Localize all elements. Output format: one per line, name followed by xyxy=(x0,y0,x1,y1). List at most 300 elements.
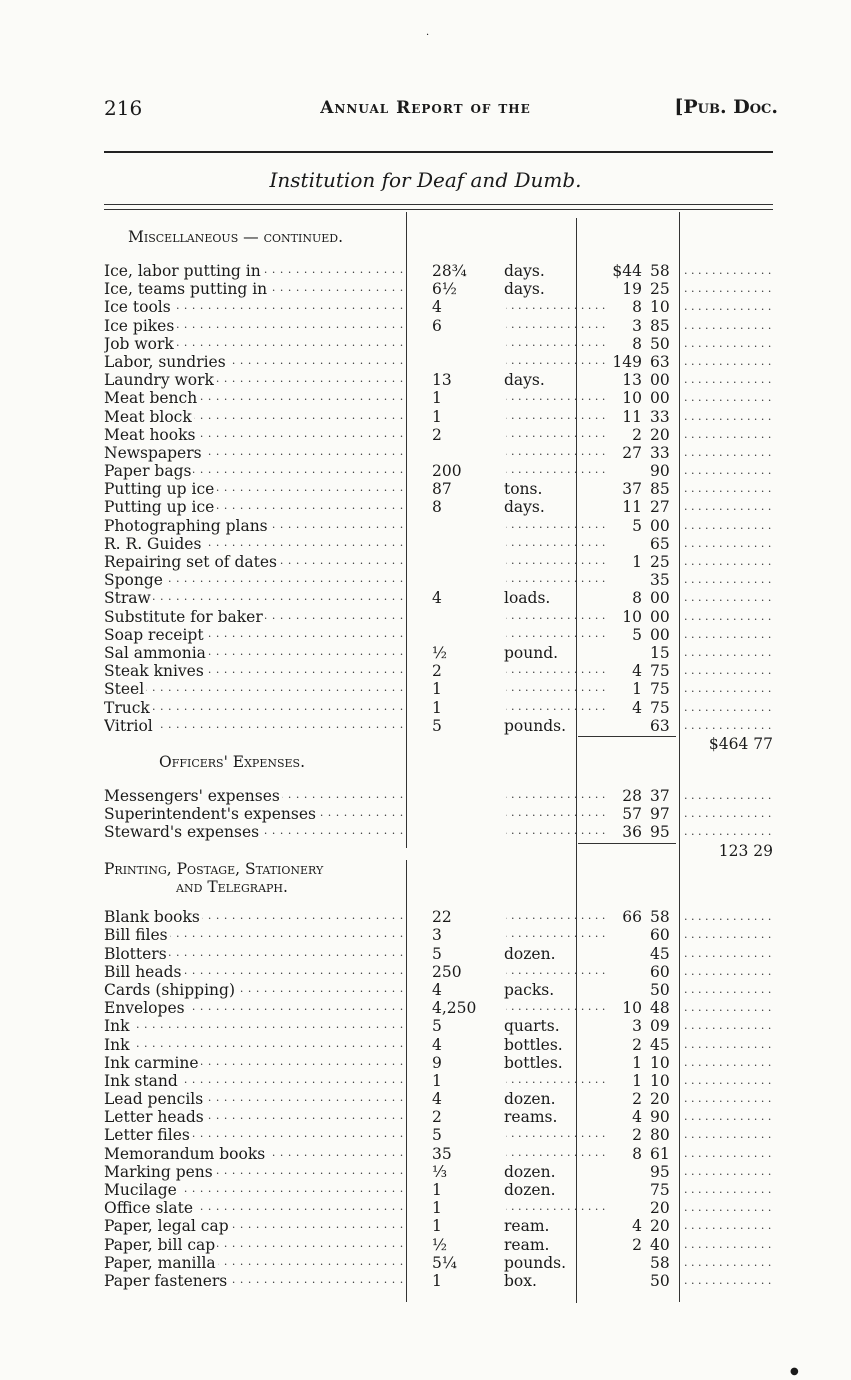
unit-label: pound. xyxy=(504,643,559,662)
total-leader xyxy=(684,462,773,480)
unit-cell xyxy=(504,823,574,841)
quantity-cell: 22 xyxy=(432,908,452,927)
table-row xyxy=(104,1036,773,1054)
item-label: Blank books xyxy=(104,908,200,927)
total-leader xyxy=(684,371,773,389)
unit-label xyxy=(504,626,506,644)
cents-cell: 61 xyxy=(650,1144,670,1163)
quantity-cell: 250 xyxy=(432,962,462,981)
item-label: Mucilage xyxy=(104,1181,177,1199)
officers-sum-rule xyxy=(578,843,676,844)
total-leader xyxy=(684,644,773,662)
table-row xyxy=(104,1217,773,1235)
unit-label xyxy=(504,608,506,626)
item-cell xyxy=(104,608,404,626)
item-label: Paper, legal cap xyxy=(104,1217,229,1236)
table-row xyxy=(104,1090,773,1108)
unit-label xyxy=(504,787,506,805)
quantity-cell: 8 xyxy=(432,498,442,517)
cents-cell: 20 xyxy=(650,425,670,444)
table-row xyxy=(104,963,773,981)
item-label: Meat hooks xyxy=(104,425,196,444)
table-row xyxy=(104,608,773,626)
total-leader xyxy=(684,1090,773,1108)
unit-cell xyxy=(504,1145,574,1163)
item-label: Steak knives xyxy=(104,662,204,681)
item-cell xyxy=(104,1199,404,1217)
table-row xyxy=(104,389,773,407)
section-heading-row xyxy=(104,228,773,250)
quantity-cell: 4 xyxy=(432,1090,442,1109)
unit-label: tons. xyxy=(504,480,543,499)
item-label: Straw xyxy=(104,589,151,608)
item-label: Vitriol xyxy=(104,716,153,735)
unit-cell xyxy=(504,717,574,735)
cents-cell: 50 xyxy=(650,334,670,353)
cents-cell: 00 xyxy=(650,516,670,535)
item-cell xyxy=(104,480,404,498)
total-leader xyxy=(684,480,773,498)
item-label: Letter files xyxy=(104,1126,190,1145)
quantity-cell: 6½ xyxy=(432,280,457,299)
table-row xyxy=(104,644,773,662)
unit-cell xyxy=(504,535,574,553)
cents-cell: 35 xyxy=(650,571,670,590)
unit-cell xyxy=(504,571,574,589)
table-row xyxy=(104,926,773,944)
total-leader xyxy=(684,787,773,805)
item-label: Memorandum books xyxy=(104,1144,266,1163)
total-leader xyxy=(684,389,773,407)
document-label: [Pub. Doc. xyxy=(674,96,778,118)
unit-cell xyxy=(504,280,574,298)
unit-cell xyxy=(504,626,574,644)
item-cell xyxy=(104,1017,404,1035)
cents-cell: 20 xyxy=(650,1217,670,1236)
quantity-cell: ⅓ xyxy=(432,1162,448,1181)
section-subtitle-printing: and Telegraph. xyxy=(176,878,288,896)
unit-label xyxy=(504,908,506,926)
item-label: Sponge xyxy=(104,571,163,590)
dollars-cell: 10 xyxy=(622,999,642,1018)
cents-cell: 75 xyxy=(650,1181,670,1199)
page-header xyxy=(0,96,851,126)
item-cell xyxy=(104,1272,404,1290)
unit-label: quarts. xyxy=(504,1017,560,1036)
item-label: Sal ammonia xyxy=(104,643,206,662)
item-cell xyxy=(104,1072,404,1090)
dollars-cell: 4 xyxy=(632,1217,642,1236)
unit-label xyxy=(504,535,506,553)
quantity-cell: 1 xyxy=(432,407,442,426)
item-cell xyxy=(104,1126,404,1144)
quantity-cell: 4 xyxy=(432,298,442,317)
unit-cell xyxy=(504,908,574,926)
table-row xyxy=(104,371,773,389)
total-leader xyxy=(684,317,773,335)
table-row xyxy=(104,571,773,589)
table-row xyxy=(104,1236,773,1254)
table-row xyxy=(104,717,773,735)
table-row xyxy=(104,1072,773,1090)
unit-cell xyxy=(504,1090,574,1108)
cents-cell: 58 xyxy=(650,262,670,280)
header-rule xyxy=(104,151,773,153)
table-row xyxy=(104,517,773,535)
cents-cell: 00 xyxy=(650,607,670,626)
unit-cell xyxy=(504,335,574,353)
table-row xyxy=(104,317,773,335)
item-cell xyxy=(104,1145,404,1163)
table-row xyxy=(104,553,773,571)
total-leader xyxy=(684,662,773,680)
item-label: Ice pikes xyxy=(104,316,175,335)
table-row xyxy=(104,787,773,805)
quantity-cell: 4,250 xyxy=(432,999,477,1018)
total-leader xyxy=(684,1181,773,1199)
item-label: Paper fasteners xyxy=(104,1271,228,1290)
table-row xyxy=(104,908,773,926)
total-leader xyxy=(684,353,773,371)
item-label: Letter heads xyxy=(104,1108,204,1127)
table-row xyxy=(104,805,773,823)
total-leader xyxy=(684,626,773,644)
cents-cell: 90 xyxy=(650,462,670,481)
expense-table xyxy=(104,228,773,1290)
total-leader xyxy=(684,908,773,926)
dollars-cell: 8 xyxy=(632,334,642,353)
item-cell xyxy=(104,1108,404,1126)
cents-cell: 58 xyxy=(650,1253,670,1272)
spacer xyxy=(104,250,773,262)
unit-label xyxy=(504,1199,506,1217)
table-row xyxy=(104,662,773,680)
total-leader xyxy=(684,571,773,589)
unit-cell xyxy=(504,589,574,607)
item-cell xyxy=(104,1090,404,1108)
item-label: Paper bags xyxy=(104,462,192,481)
unit-label xyxy=(504,335,506,353)
cents-cell: 45 xyxy=(650,944,670,963)
item-cell xyxy=(104,1181,404,1199)
item-cell xyxy=(104,1236,404,1254)
cents-cell: 10 xyxy=(650,1053,670,1072)
table-row xyxy=(104,699,773,717)
item-label: Laundry work xyxy=(104,371,214,390)
unit-cell xyxy=(504,787,574,805)
dollars-cell: 11 xyxy=(622,498,642,517)
quantity-cell: 1 xyxy=(432,1199,442,1218)
table-row xyxy=(104,1199,773,1217)
cents-cell: 80 xyxy=(650,1126,670,1145)
item-label: Messengers' expenses xyxy=(104,787,280,806)
item-cell xyxy=(104,571,404,589)
cents-cell: 63 xyxy=(650,716,670,735)
dollars-cell: 11 xyxy=(622,407,642,426)
item-label: Labor, sundries xyxy=(104,352,226,371)
quantity-cell: 5 xyxy=(432,944,442,963)
section-heading-row xyxy=(104,753,773,775)
dollars-cell: 2 xyxy=(632,1235,642,1254)
unit-cell xyxy=(504,680,574,698)
unit-label: dozen. xyxy=(504,1162,556,1181)
unit-cell xyxy=(504,1054,574,1072)
dollars-cell: 2 xyxy=(632,425,642,444)
unit-cell xyxy=(504,963,574,981)
total-leader xyxy=(684,535,773,553)
item-label: Ink xyxy=(104,1035,130,1054)
item-label: Meat bench xyxy=(104,389,198,408)
item-cell xyxy=(104,389,404,407)
cents-cell: 00 xyxy=(650,625,670,644)
item-cell xyxy=(104,317,404,335)
section-total-row xyxy=(104,842,773,860)
table-row xyxy=(104,353,773,371)
total-leader xyxy=(684,999,773,1017)
cents-cell: 95 xyxy=(650,823,670,842)
unit-label: dozen. xyxy=(504,944,556,963)
unit-label xyxy=(504,444,506,462)
table-row xyxy=(104,426,773,444)
item-cell xyxy=(104,498,404,516)
item-cell xyxy=(104,717,404,735)
unit-label xyxy=(504,999,506,1017)
unit-cell xyxy=(504,1108,574,1126)
dollars-cell: 10 xyxy=(622,389,642,408)
section-heading-row xyxy=(104,878,773,896)
quantity-cell: 5 xyxy=(432,1126,442,1145)
table-row xyxy=(104,262,773,280)
item-cell xyxy=(104,908,404,926)
table-row xyxy=(104,280,773,298)
section-title-officers: Officers' Expenses. xyxy=(159,753,305,772)
unit-label xyxy=(504,926,506,944)
cents-cell: 65 xyxy=(650,534,670,553)
cents-cell: 60 xyxy=(650,926,670,945)
unit-cell xyxy=(504,1254,574,1272)
unit-cell xyxy=(504,1199,574,1217)
item-cell xyxy=(104,945,404,963)
item-cell xyxy=(104,1163,404,1181)
quantity-cell: 5 xyxy=(432,1017,442,1036)
item-label: R. R. Guides xyxy=(104,534,202,553)
unit-cell xyxy=(504,805,574,823)
cents-cell: 37 xyxy=(650,787,670,806)
unit-label: days. xyxy=(504,498,545,517)
table-row xyxy=(104,1126,773,1144)
quantity-cell: 28¾ xyxy=(432,262,467,280)
dollars-cell: 8 xyxy=(632,589,642,608)
unit-cell xyxy=(504,1036,574,1054)
item-cell xyxy=(104,926,404,944)
dollars-cell: 10 xyxy=(622,607,642,626)
unit-label: days. xyxy=(504,371,545,390)
unit-label: box. xyxy=(504,1271,537,1290)
section-heading-row xyxy=(104,860,773,878)
total-leader xyxy=(684,1054,773,1072)
cents-cell: 25 xyxy=(650,553,670,571)
total-leader xyxy=(684,981,773,999)
total-leader xyxy=(684,426,773,444)
item-label: Steel xyxy=(104,680,145,699)
table-row xyxy=(104,999,773,1017)
table-row xyxy=(104,1108,773,1126)
dollars-cell: 5 xyxy=(632,516,642,535)
quantity-cell: 2 xyxy=(432,425,442,444)
dollars-cell: 27 xyxy=(622,443,642,462)
item-cell xyxy=(104,589,404,607)
unit-cell xyxy=(504,517,574,535)
item-label: Paper, bill cap xyxy=(104,1235,216,1254)
unit-label: ream. xyxy=(504,1217,550,1236)
cents-cell: 60 xyxy=(650,962,670,981)
item-label: Marking pens xyxy=(104,1162,213,1181)
item-label: Repairing set of dates xyxy=(104,553,277,571)
unit-label xyxy=(504,317,506,335)
item-label: Bill heads xyxy=(104,962,182,981)
table-row xyxy=(104,981,773,999)
total-leader xyxy=(684,680,773,698)
dollars-cell: 66 xyxy=(622,908,642,927)
table-row xyxy=(104,408,773,426)
unit-cell xyxy=(504,1017,574,1035)
unit-cell xyxy=(504,498,574,516)
unit-cell xyxy=(504,444,574,462)
total-leader xyxy=(684,823,773,841)
item-label: Truck xyxy=(104,698,150,717)
unit-label xyxy=(504,462,506,480)
dollars-cell: 4 xyxy=(632,698,642,717)
quantity-cell: ½ xyxy=(432,643,448,662)
quantity-cell: 1 xyxy=(432,680,442,699)
item-label: Steward's expenses xyxy=(104,823,260,842)
item-cell xyxy=(104,426,404,444)
section-total-row xyxy=(104,735,773,753)
table-row xyxy=(104,480,773,498)
quantity-cell: 3 xyxy=(432,926,442,945)
item-cell xyxy=(104,335,404,353)
total-leader xyxy=(684,1236,773,1254)
table-row xyxy=(104,1017,773,1035)
table-row xyxy=(104,1054,773,1072)
dollars-cell: 149 xyxy=(612,352,642,371)
cents-cell: 50 xyxy=(650,980,670,999)
item-cell xyxy=(104,680,404,698)
item-label: Substitute for baker xyxy=(104,607,263,626)
item-label: Envelopes xyxy=(104,999,185,1018)
unit-cell xyxy=(504,426,574,444)
cents-cell: 85 xyxy=(650,480,670,499)
item-label: Ice tools xyxy=(104,298,171,317)
item-label: Soap receipt xyxy=(104,625,204,644)
cents-cell: 20 xyxy=(650,1199,670,1218)
cents-cell: 75 xyxy=(650,680,670,699)
item-label: Ice, teams putting in xyxy=(104,280,268,299)
item-label: Lead pencils xyxy=(104,1090,204,1109)
cents-cell: 40 xyxy=(650,1235,670,1254)
cents-cell: 09 xyxy=(650,1017,670,1036)
unit-label: days. xyxy=(504,262,545,280)
item-cell xyxy=(104,823,404,841)
running-title: Annual Report of the xyxy=(320,98,531,118)
cents-cell: 25 xyxy=(650,280,670,299)
section-total-misc: $464 77 xyxy=(708,734,773,753)
quantity-cell: 4 xyxy=(432,1035,442,1054)
dollars-cell: 37 xyxy=(622,480,642,499)
unit-label xyxy=(504,680,506,698)
total-leader xyxy=(684,1272,773,1290)
item-cell xyxy=(104,444,404,462)
total-leader xyxy=(684,517,773,535)
item-label: Blotters xyxy=(104,944,167,963)
quantity-cell: 2 xyxy=(432,1108,442,1127)
total-leader xyxy=(684,1217,773,1235)
item-label: Photographing plans xyxy=(104,516,268,535)
table-row xyxy=(104,1272,773,1290)
cents-cell: 00 xyxy=(650,371,670,390)
dollars-cell: 8 xyxy=(632,1144,642,1163)
item-label: Meat block xyxy=(104,407,192,426)
item-label: Putting up ice xyxy=(104,498,215,517)
item-cell xyxy=(104,462,404,480)
cents-cell: 00 xyxy=(650,389,670,408)
table-row xyxy=(104,1163,773,1181)
unit-label xyxy=(504,823,506,841)
item-cell xyxy=(104,262,404,280)
unit-cell xyxy=(504,462,574,480)
cents-cell: 63 xyxy=(650,352,670,371)
cents-cell: 27 xyxy=(650,498,670,517)
quantity-cell: 5¼ xyxy=(432,1253,457,1272)
section-title-printing: Printing, Postage, Stationery xyxy=(104,859,324,878)
item-label: Bill files xyxy=(104,926,168,945)
dollars-cell: 19 xyxy=(622,280,642,299)
unit-cell xyxy=(504,389,574,407)
corner-mark: ● xyxy=(790,1366,799,1377)
dollars-cell: 8 xyxy=(632,298,642,317)
table-row xyxy=(104,823,773,841)
unit-label xyxy=(504,1072,506,1090)
subtitle-rule xyxy=(104,204,773,210)
cents-cell: 75 xyxy=(650,698,670,717)
item-cell xyxy=(104,963,404,981)
quantity-cell: 1 xyxy=(432,1217,442,1236)
item-label: Ink stand xyxy=(104,1071,178,1090)
total-leader xyxy=(684,699,773,717)
dollars-cell: 13 xyxy=(622,371,642,390)
unit-label xyxy=(504,426,506,444)
unit-label: dozen. xyxy=(504,1181,556,1199)
total-leader xyxy=(684,335,773,353)
unit-label: days. xyxy=(504,280,545,299)
section-title-misc: Miscellaneous — continued. xyxy=(128,228,343,246)
quantity-cell: 35 xyxy=(432,1144,452,1163)
dollars-cell: 28 xyxy=(622,787,642,806)
item-cell xyxy=(104,662,404,680)
table-row xyxy=(104,335,773,353)
cents-cell: 95 xyxy=(650,1162,670,1181)
dollars-cell: 1 xyxy=(632,553,642,571)
total-leader xyxy=(684,262,773,280)
total-leader xyxy=(684,298,773,316)
dollars-cell: 4 xyxy=(632,1108,642,1127)
item-cell xyxy=(104,535,404,553)
cents-cell: 20 xyxy=(650,1090,670,1109)
unit-label: packs. xyxy=(504,980,555,999)
total-leader xyxy=(684,1126,773,1144)
cents-cell: 85 xyxy=(650,316,670,335)
total-leader xyxy=(684,1254,773,1272)
